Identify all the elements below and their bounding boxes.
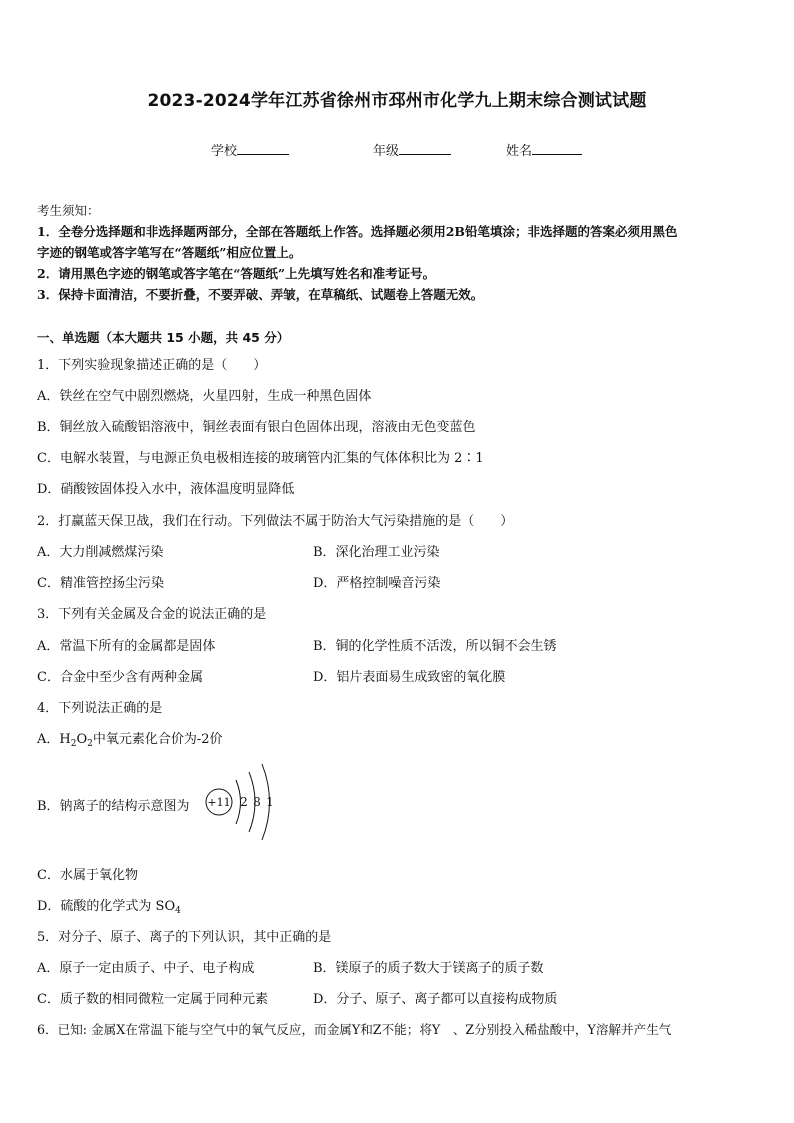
q3-option-c[interactable]: C．合金中至少含有两种金属 — [37, 670, 203, 685]
q5-option-c[interactable]: C．质子数的相同微粒一定属于同种元素 — [37, 992, 268, 1007]
page-title: 2023-2024学年江苏省徐州市邳州市化学九上期末综合测试试题 — [147, 91, 647, 111]
q4-option-d[interactable] — [37, 895, 181, 916]
school-label: 学校 — [211, 144, 238, 159]
notice-item: 2．请用黑色字迹的钢笔或答字笔在“答题纸”上先填写姓名和准考证号。 — [37, 266, 436, 281]
q4-a-text: O — [76, 732, 88, 747]
q4-option-b[interactable]: B．钠离子的结构示意图为 — [37, 799, 190, 814]
q3-option-b[interactable]: B．铜的化学性质不活泼，所以铜不会生锈 — [313, 639, 557, 654]
grade-label: 年级 — [373, 144, 400, 159]
name-label: 姓名 — [506, 144, 533, 159]
q1-option-a[interactable]: A．铁丝在空气中剧烈燃烧，火星四射，生成一种黑色固体 — [37, 389, 372, 404]
school-field[interactable] — [211, 140, 289, 159]
grade-blank[interactable] — [399, 140, 451, 155]
q2-option-c[interactable]: C．精准管控扬尘污染 — [37, 576, 164, 591]
q4-d-text: D．硫酸的化学式为 SO — [37, 899, 176, 914]
q3-option-a[interactable]: A．常温下所有的金属都是固体 — [37, 639, 216, 654]
q2-stem: 2．打赢蓝天保卫战，我们在行动。下列做法不属于防治大气污染措施的是（ ） — [37, 514, 514, 529]
q4-a-text: A．H — [37, 732, 71, 747]
notice-item: 字迹的钢笔或答字笔写在“答题纸”相应位置上。 — [37, 245, 302, 260]
q6-stem: 6．已知: 金属X在常温下能与空气中的氧气反应，而金属Y和Z不能；将Y 、Z分别投入稀盐酸中，Y溶解并产生气 — [37, 1022, 672, 1037]
q5-option-d[interactable]: D．分子、原子、离子都可以直接构成物质 — [313, 992, 558, 1007]
section-heading: 一、单选题（本大题共 15 小题，共 45 分） — [37, 330, 290, 345]
sodium-ion-diagram — [200, 758, 290, 848]
notice-heading: 考生须知： — [37, 203, 100, 218]
shell-electron-count: 2 — [240, 795, 248, 809]
q2-option-b[interactable]: B．深化治理工业污染 — [313, 545, 440, 560]
q4-a-subscript: 2 — [70, 739, 77, 749]
shell-electron-count: 1 — [266, 795, 274, 809]
q1-stem: 1．下列实验现象描述正确的是（ ） — [37, 358, 267, 373]
grade-field[interactable] — [373, 140, 451, 159]
q3-stem: 3．下列有关金属及合金的说法正确的是 — [37, 607, 267, 622]
q5-stem: 5．对分子、原子、离子的下列认识，其中正确的是 — [37, 930, 332, 945]
q4-option-a[interactable] — [37, 728, 223, 749]
shell-electron-count: 8 — [253, 795, 261, 809]
q5-option-b[interactable]: B．镁原子的质子数大于镁离子的质子数 — [313, 961, 544, 976]
notice-block — [37, 200, 759, 305]
q2-option-d[interactable]: D．严格控制噪音污染 — [313, 576, 441, 591]
q5-option-a[interactable]: A．原子一定由质子、中子、电子构成 — [37, 961, 255, 976]
q1-option-b[interactable]: B．铜丝放入硫酸铝溶液中，铜丝表面有银白色固体出现，溶液由无色变蓝色 — [37, 420, 476, 435]
notice-item: 1．全卷分选择题和非选择题两部分，全部在答题纸上作答。选择题必须用2B铅笔填涂；非选择题的答案必须用黑色 — [37, 224, 678, 239]
name-blank[interactable] — [532, 140, 582, 155]
q4-a-subscript: 2 — [87, 739, 93, 749]
q3-option-d[interactable]: D．铝片表面易生成致密的氧化膜 — [313, 670, 506, 685]
notice-item: 3．保持卡面清洁，不要折叠，不要弄破、弄皱，在草稿纸、试题卷上答题无效。 — [37, 287, 484, 302]
nucleus-charge: +11 — [207, 796, 231, 809]
q2-option-a[interactable]: A．大力削减燃煤污染 — [37, 545, 164, 560]
school-blank[interactable] — [237, 140, 289, 155]
q1-option-d[interactable]: D．硝酸铵固体投入水中，液体温度明显降低 — [37, 482, 295, 497]
name-field[interactable] — [506, 140, 582, 159]
q4-stem: 4．下列说法正确的是 — [37, 701, 163, 716]
q4-option-c[interactable]: C．水属于氧化物 — [37, 868, 138, 883]
q4-d-subscript: 4 — [175, 906, 181, 916]
q4-a-text: 中氧元素化合价为-2价 — [92, 732, 223, 747]
q1-option-c[interactable]: C．电解水装置，与电源正负电极相连接的玻璃管内汇集的气体体积比为 2∶1 — [37, 451, 484, 466]
